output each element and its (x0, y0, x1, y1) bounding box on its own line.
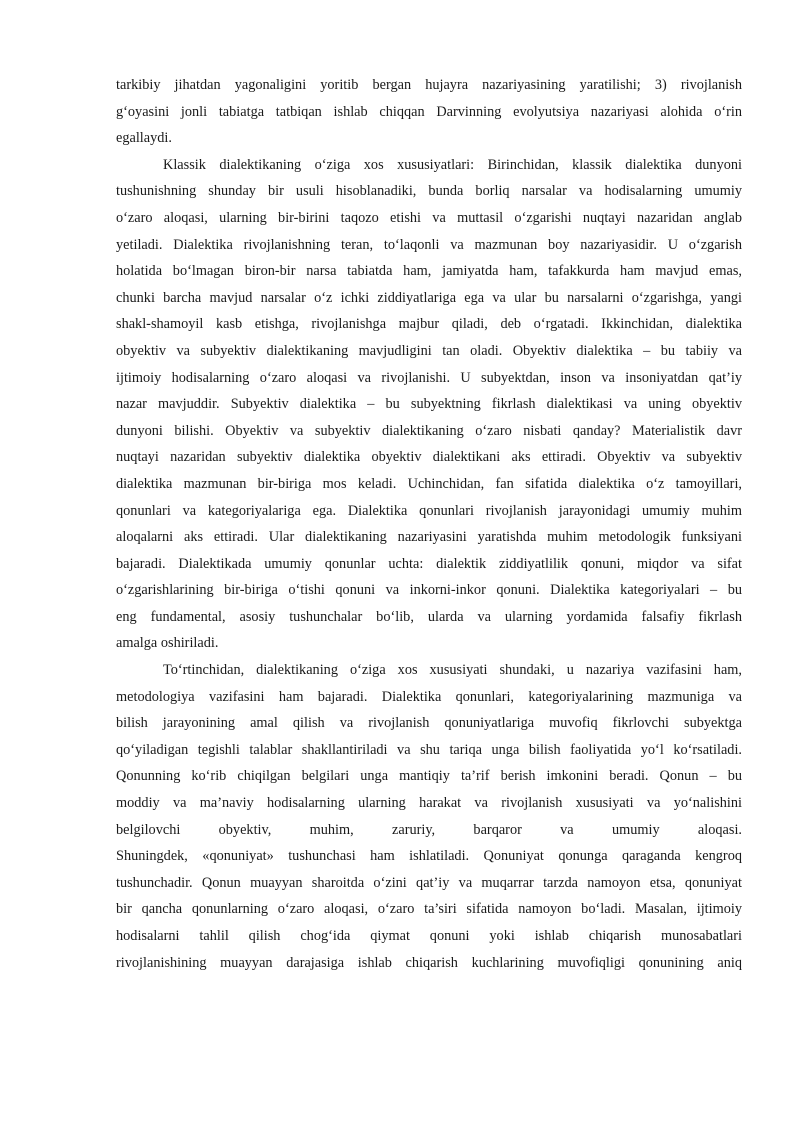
text-line: yetiladi. Dialektika rivojlanishning teran, to‘laqonli va mazmunan boy nazariyasidir. U o‘zgarish (116, 236, 742, 253)
text-line: To‘rtinchidan, dialektikaning o‘ziga xos xususiyati shundaki, u nazariya vazifasini ham, (163, 662, 742, 679)
text-line: qonunlari va kategoriyalariga ega. Dialektika qonunlari rivojlanish jarayonidagi umumiy muhim (116, 502, 742, 519)
text-line: nazar mavjuddir. Subyektiv dialektika – bu subyektning fikrlash dialektikasi va uning obyektiv (116, 396, 742, 413)
text-line: ijtimoiy hodisalarning o‘zaro aloqasi va rivojlanishi. U subyektdan, inson va insoniyatdan qat’iy (116, 369, 742, 386)
text-line: qo‘yiladigan tegishli talablar shakllantiriladi va shu tariqa unga bilish faoliyatida yo‘l ko‘rsatiladi. (116, 741, 742, 758)
text-line: g‘oyasini jonli tabiatga tatbiqan ishlab chiqqan Darvinning evolyutsiya nazariyasi alohida o‘rin (116, 103, 742, 120)
text-line: metodologiya vazifasini ham bajaradi. Dialektika qonunlari, kategoriyalarining mazmuniga va (116, 688, 742, 705)
text-line: dialektika mazmunan bir-biriga mos keladi. Uchinchidan, fan sifatida dialektika o‘z tamoyillari, (116, 475, 742, 492)
text-line: o‘zgarishlarining bir-biriga o‘tishi qonuni va inkorni-inkor qonuni. Dialektika kategoriyalari – bu (116, 582, 742, 599)
text-line: bir qancha qonunlarning o‘zaro aloqasi, o‘zaro ta’siri sifatida namoyon bo‘ladi. Masalan, ijtimoiy (116, 901, 742, 918)
text-line: holatida bo‘lmagan biron-bir narsa tabiatda ham, jamiyatda ham, tafakkurda ham mavjud emas, (116, 263, 742, 280)
text-line: Qonunning ko‘rib chiqilgan belgilari unga mantiqiy ta’rif berish imkonini beradi. Qonun – bu (116, 768, 742, 785)
text-line: chunki barcha mavjud narsalar o‘z ichki ziddiyatlariga ega va ular bu narsalarni o‘zgarishga, yangi (116, 289, 742, 306)
text-line: belgilovchi obyektiv, muhim, zaruriy, barqaror va umumiy aloqasi. (116, 821, 742, 838)
text-line: eng fundamental, asosiy tushunchalar bo‘lib, ularda va ularning yordamida falsafiy fikrlash (116, 608, 742, 625)
text-line: aloqalarni aks ettiradi. Ular dialektikaning nazariyasini yaratishda muhim metodologik funksiyani (116, 529, 742, 546)
text-line: rivojlanishining muayyan darajasiga ishlab chiqarish kuchlarining muvofiqligi qonunining aniq (116, 954, 742, 971)
text-line: o‘zaro aloqasi, ularning bir-birini taqozo etishi va muttasil o‘zgarishi nuqtayi nazaridan anglab (116, 209, 742, 226)
text-line: hodisalarni tahlil qilish chog‘ida qiymat qonuni yoki ishlab chiqarish munosabatlari (116, 928, 742, 944)
text-line: egallaydi. (116, 130, 172, 147)
body-text (116, 72, 742, 976)
text-line: tushunishning shunday bir usuli hisoblanadiki, bunda borliq narsalar va hodisalarning umumiy (116, 183, 742, 200)
text-line: obyektiv va subyektiv dialektikaning mavjudligini tan oladi. Obyektiv dialektika – bu tabiiy va (116, 342, 742, 359)
text-line: dunyoni bilishi. Obyektiv va subyektiv dialektikaning o‘zaro nisbati qanday? Materialistik davr (116, 422, 742, 439)
text-line: bajaradi. Dialektikada umumiy qonunlar uchta: dialektik ziddiyatlilik qonuni, miqdor va sifat (116, 555, 742, 572)
text-line: bilish jarayonining amal qilish va rivojlanish qonuniyatlariga muvofiq fikrlovchi subyektga (116, 715, 742, 732)
text-line: amalga oshiriladi. (116, 635, 219, 652)
text-line: Shuningdek, «qonuniyat» tushunchasi ham ishlatiladi. Qonuniyat qonunga qaraganda kengroq (116, 848, 742, 865)
text-line: moddiy va ma’naviy hodisalarning ularning harakat va rivojlanish xususiyati va yo‘nalishini (116, 795, 742, 812)
text-line: Klassik dialektikaning o‘ziga xos xususiyatlari: Birinchidan, klassik dialektika dunyoni (163, 156, 742, 173)
text-line: tarkibiy jihatdan yagonaligini yoritib bergan hujayra nazariyasining yaratilishi; 3) rivojlanish (116, 77, 742, 93)
text-line: shakl-shamoyil kasb etishga, rivojlanishga majbur qiladi, deb o‘rgatadi. Ikkinchidan, dialektika (116, 316, 742, 333)
text-line: nuqtayi nazaridan subyektiv dialektika obyektiv dialektikani aks ettiradi. Obyektiv va subyektiv (116, 449, 742, 466)
text-line: tushunchadir. Qonun muayyan sharoitda o‘zini qat’iy va muqarrar tarzda namoyon etsa, qonuniyat (116, 874, 742, 891)
